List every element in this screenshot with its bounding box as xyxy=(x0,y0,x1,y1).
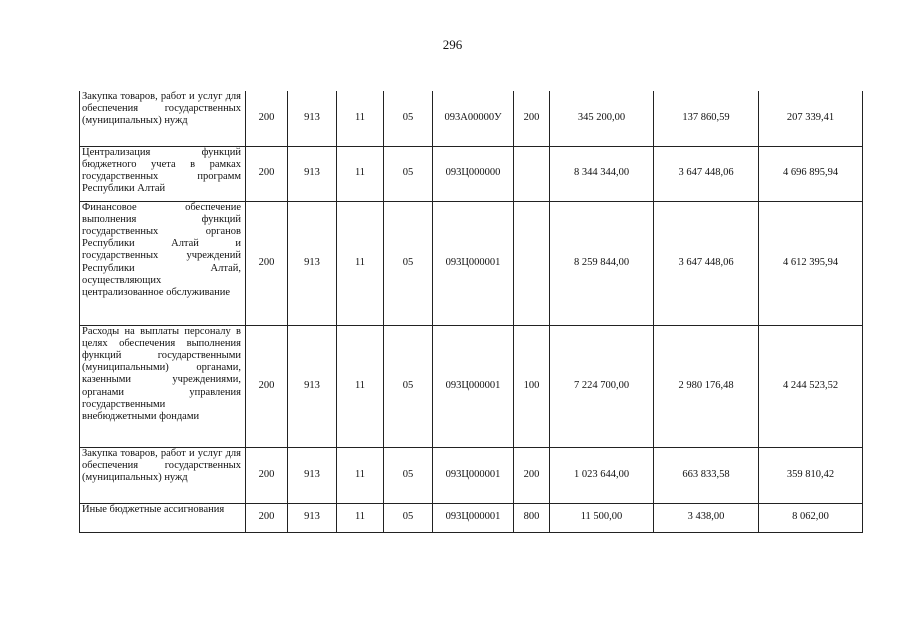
executed-amount-cell: 3 438,00 xyxy=(654,503,759,532)
plan-amount-cell: 1 023 644,00 xyxy=(550,447,654,503)
section-cell: 11 xyxy=(337,146,384,201)
row-name-cell: Иные бюджетные ассигнования xyxy=(80,503,246,532)
remainder-amount-cell: 4 612 395,94 xyxy=(759,201,863,325)
dept-code-cell: 913 xyxy=(288,325,337,447)
plan-amount-cell: 8 344 344,00 xyxy=(550,146,654,201)
row-name-cell: Централизация функций бюджетного учета в рамках государственных программ Республики Алтай xyxy=(80,146,246,201)
row-name-cell: Закупка товаров, работ и услуг для обеспечения государственных (муниципальных) нужд xyxy=(80,91,246,146)
target-article-cell: 093Ц000001 xyxy=(433,503,514,532)
remainder-amount-cell: 8 062,00 xyxy=(759,503,863,532)
admin-code-cell: 200 xyxy=(246,146,288,201)
plan-amount-cell: 345 200,00 xyxy=(550,91,654,146)
executed-amount-cell: 3 647 448,06 xyxy=(654,201,759,325)
section-cell: 11 xyxy=(337,447,384,503)
dept-code-cell: 913 xyxy=(288,91,337,146)
expense-type-cell: 200 xyxy=(514,447,550,503)
remainder-amount-cell: 207 339,41 xyxy=(759,91,863,146)
subsection-cell: 05 xyxy=(384,503,433,532)
table-row xyxy=(80,201,863,325)
target-article-cell: 093Ц000001 xyxy=(433,201,514,325)
executed-amount-cell: 663 833,58 xyxy=(654,447,759,503)
expense-type-cell xyxy=(514,146,550,201)
section-cell: 11 xyxy=(337,325,384,447)
subsection-cell: 05 xyxy=(384,146,433,201)
target-article-cell: 093Ц000001 xyxy=(433,325,514,447)
dept-code-cell: 913 xyxy=(288,447,337,503)
target-article-cell: 093Ц000000 xyxy=(433,146,514,201)
target-article-cell: 093А00000У xyxy=(433,91,514,146)
admin-code-cell: 200 xyxy=(246,201,288,325)
section-cell: 11 xyxy=(337,91,384,146)
expense-type-cell: 100 xyxy=(514,325,550,447)
plan-amount-cell: 8 259 844,00 xyxy=(550,201,654,325)
row-name-cell: Расходы на выплаты персоналу в целях обеспечения выполнения функций государственными (муниципальными) органами, казенными учреждениями, органами управления государственными внебюджетными фондами xyxy=(80,325,246,447)
subsection-cell: 05 xyxy=(384,325,433,447)
expense-type-cell xyxy=(514,201,550,325)
remainder-amount-cell: 4 244 523,52 xyxy=(759,325,863,447)
dept-code-cell: 913 xyxy=(288,201,337,325)
table-row xyxy=(80,503,863,532)
target-article-cell: 093Ц000001 xyxy=(433,447,514,503)
admin-code-cell: 200 xyxy=(246,325,288,447)
expense-type-cell: 800 xyxy=(514,503,550,532)
subsection-cell: 05 xyxy=(384,201,433,325)
admin-code-cell: 200 xyxy=(246,503,288,532)
section-cell: 11 xyxy=(337,503,384,532)
executed-amount-cell: 137 860,59 xyxy=(654,91,759,146)
expense-type-cell: 200 xyxy=(514,91,550,146)
remainder-amount-cell: 359 810,42 xyxy=(759,447,863,503)
table-row xyxy=(80,146,863,201)
table-row xyxy=(80,447,863,503)
section-cell: 11 xyxy=(337,201,384,325)
plan-amount-cell: 7 224 700,00 xyxy=(550,325,654,447)
executed-amount-cell: 3 647 448,06 xyxy=(654,146,759,201)
table-row xyxy=(80,91,863,146)
executed-amount-cell: 2 980 176,48 xyxy=(654,325,759,447)
budget-table xyxy=(79,91,863,533)
plan-amount-cell: 11 500,00 xyxy=(550,503,654,532)
subsection-cell: 05 xyxy=(384,447,433,503)
remainder-amount-cell: 4 696 895,94 xyxy=(759,146,863,201)
dept-code-cell: 913 xyxy=(288,146,337,201)
table-row xyxy=(80,325,863,447)
row-name-cell: Закупка товаров, работ и услуг для обеспечения государственных (муниципальных) нужд xyxy=(80,447,246,503)
subsection-cell: 05 xyxy=(384,91,433,146)
page-number: 296 xyxy=(442,37,463,52)
dept-code-cell: 913 xyxy=(288,503,337,532)
row-name-cell: Финансовое обеспечение выполнения функций государственных органов Республики Алтай и государственных учреждений Республики Алтай, осуществляющих централизованное обслуживание xyxy=(80,201,246,325)
admin-code-cell: 200 xyxy=(246,91,288,146)
admin-code-cell: 200 xyxy=(246,447,288,503)
